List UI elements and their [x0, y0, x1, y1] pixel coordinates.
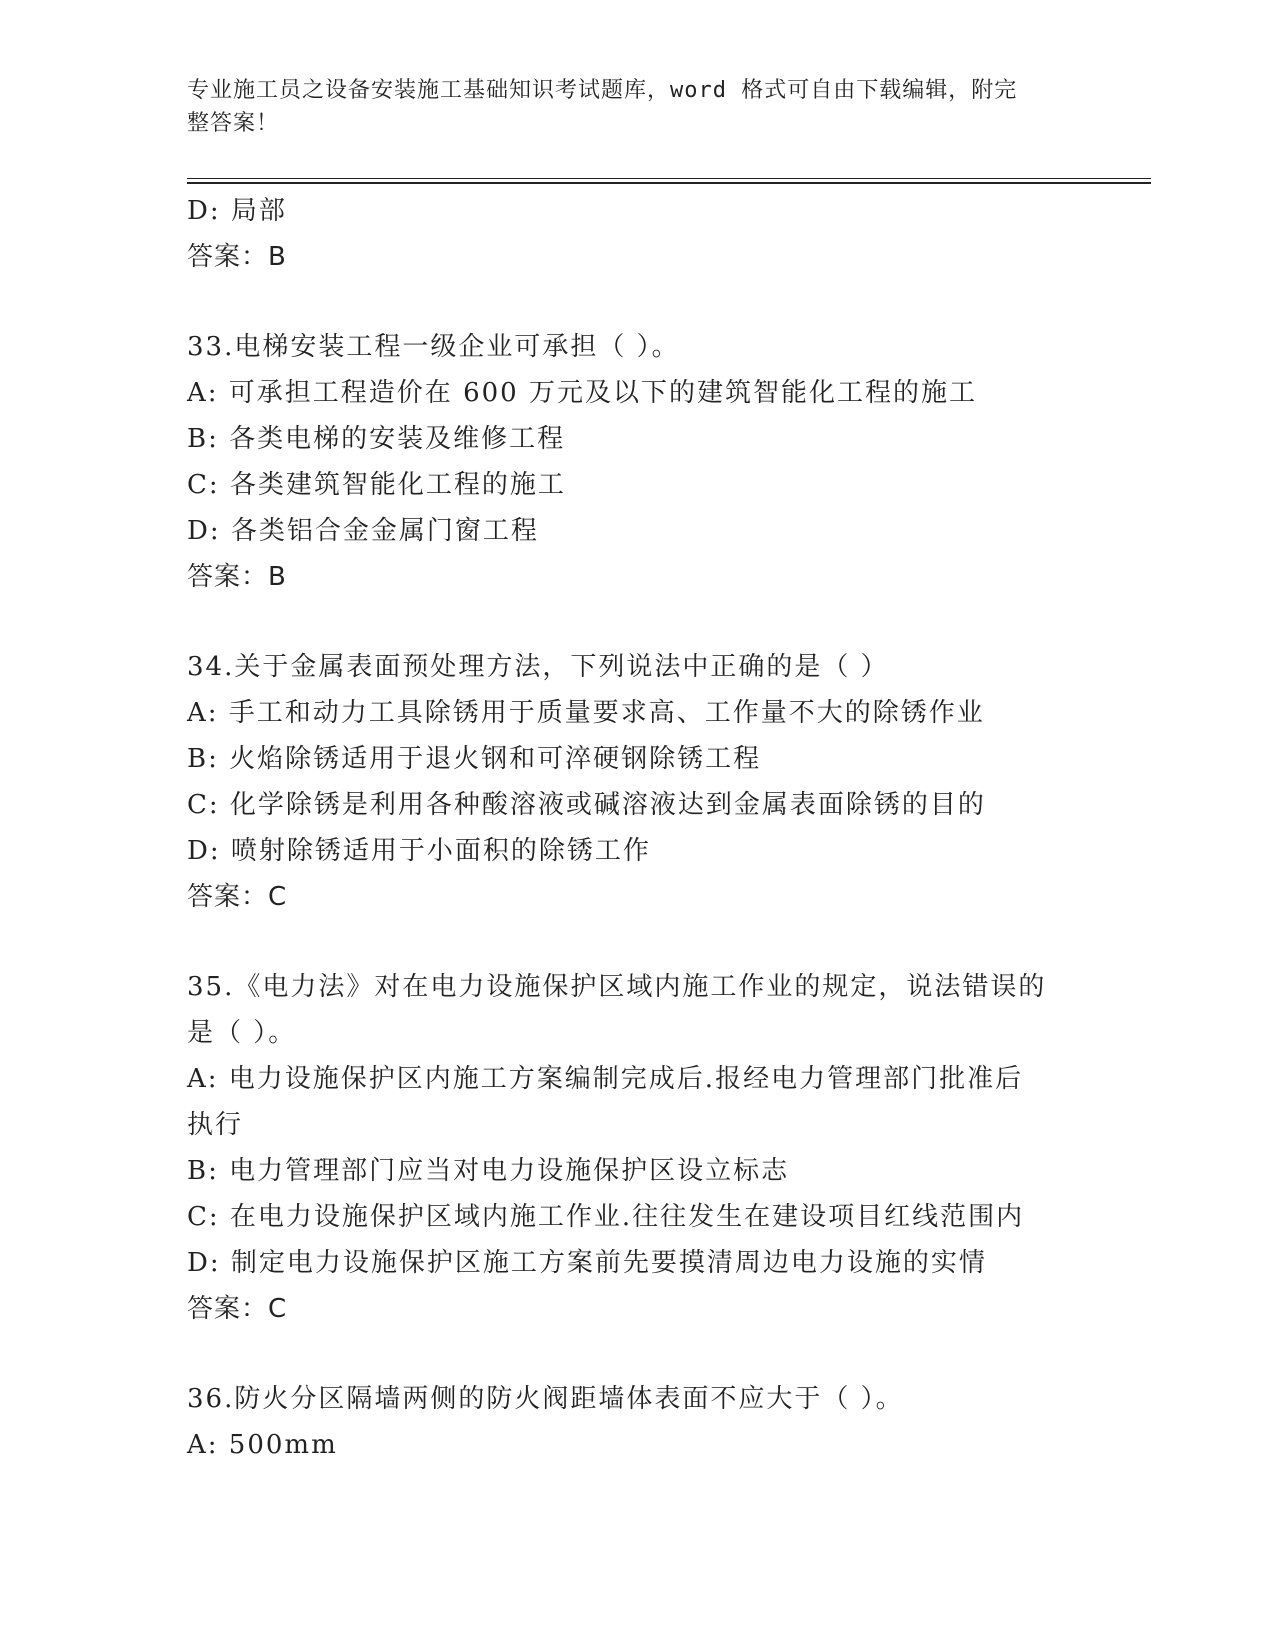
option-a-line-2: 执行 [187, 1110, 244, 1140]
question-list [187, 188, 1087, 1468]
question-stem-line-2: 是（ ）。 [187, 1018, 297, 1048]
header-divider-thin [187, 178, 1151, 179]
answer-line: 答案：C [187, 882, 288, 912]
option-b: B: 电力管理部门应当对电力设施保护区设立标志 [187, 1156, 790, 1186]
spacer [187, 280, 1087, 324]
question-block-36 [187, 1376, 1087, 1468]
option-a-line-1: A: 电力设施保护区内施工方案编制完成后.报经电力管理部门批准后 [187, 1064, 1024, 1094]
header-line-2: 整答案！ [187, 111, 280, 136]
question-block-33 [187, 324, 1087, 600]
option-d: D: 各类铝合金金属门窗工程 [187, 516, 539, 546]
answer-line: 答案：B [187, 242, 287, 272]
document-header [187, 74, 1067, 140]
option-d: D: 喷射除锈适用于小面积的除锈工作 [187, 836, 651, 866]
question-block-32-partial [187, 188, 1087, 280]
header-divider-thick [187, 182, 1151, 184]
answer-line: 答案：C [187, 1294, 288, 1324]
header-line-1: 专业施工员之设备安装施工基础知识考试题库，word 格式可自由下载编辑，附完 [187, 78, 1018, 103]
question-block-35 [187, 964, 1087, 1332]
spacer [187, 920, 1087, 964]
question-stem-line-1: 35.《电力法》对在电力设施保护区域内施工作业的规定，说法错误的 [187, 972, 1047, 1002]
question-stem: 34.关于金属表面预处理方法，下列说法中正确的是（ ） [187, 652, 889, 682]
option-a: A: 手工和动力工具除锈用于质量要求高、工作量不大的除锈作业 [187, 698, 985, 728]
option-b: B: 火焰除锈适用于退火钢和可淬硬钢除锈工程 [187, 744, 762, 774]
option-a: A: 可承担工程造价在 600 万元及以下的建筑智能化工程的施工 [187, 378, 977, 408]
option-d: D: 制定电力设施保护区施工方案前先要摸清周边电力设施的实情 [187, 1248, 987, 1278]
option-c: C: 化学除锈是利用各种酸溶液或碱溶液达到金属表面除锈的目的 [187, 790, 986, 820]
option-b: B: 各类电梯的安装及维修工程 [187, 424, 566, 454]
question-stem: 36.防火分区隔墙两侧的防火阀距墙体表面不应大于（ ）。 [187, 1384, 904, 1414]
question-block-34 [187, 644, 1087, 920]
option-a: A: 500mm [187, 1430, 338, 1460]
option-c: C: 各类建筑智能化工程的施工 [187, 470, 566, 500]
option-d: D: 局部 [187, 196, 287, 226]
spacer [187, 600, 1087, 644]
spacer [187, 1332, 1087, 1376]
question-stem: 33.电梯安装工程一级企业可承担（ ）。 [187, 332, 680, 362]
option-c: C: 在电力设施保护区域内施工作业.往往发生在建设项目红线范围内 [187, 1202, 1025, 1232]
answer-line: 答案：B [187, 562, 287, 592]
